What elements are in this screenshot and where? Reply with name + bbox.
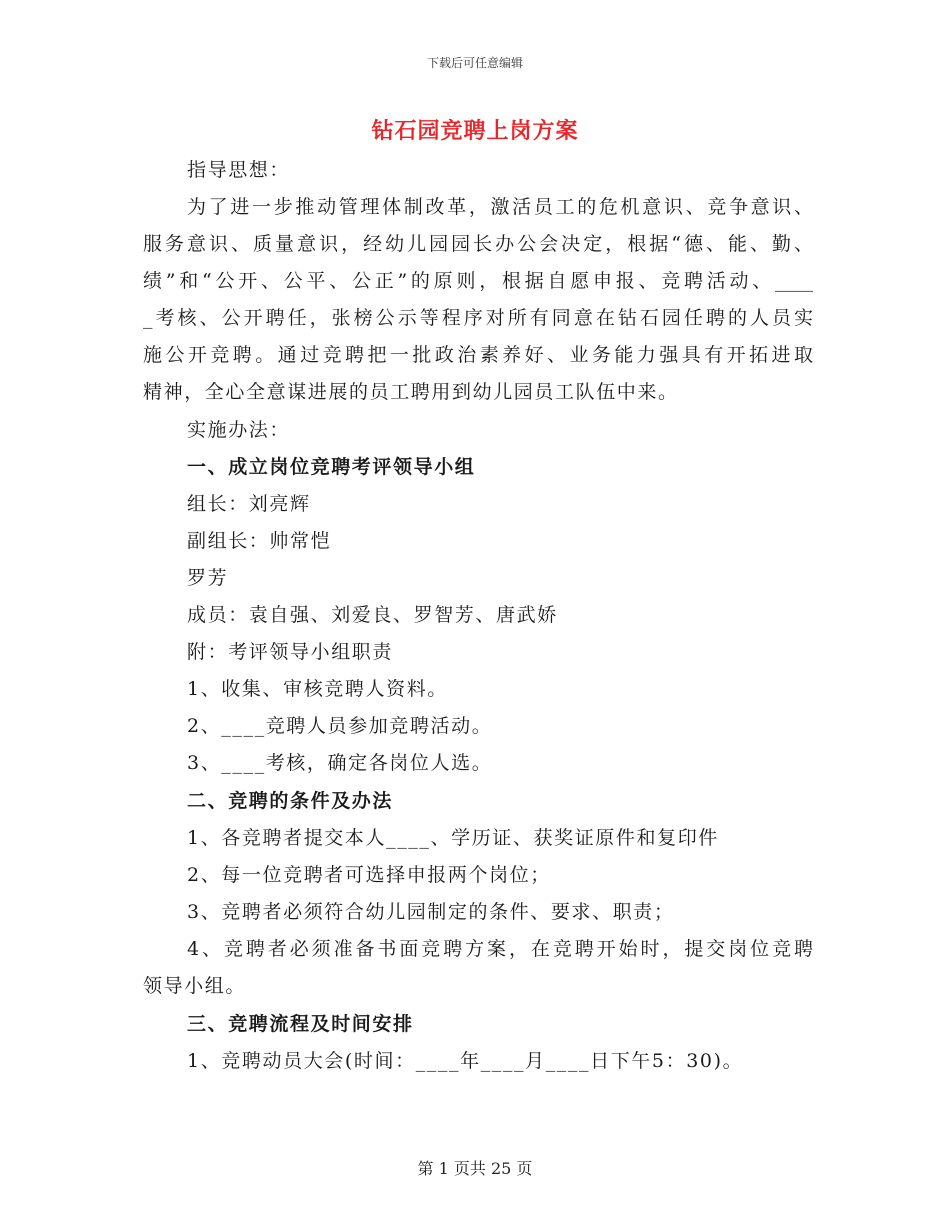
duty-label: 附：考评领导小组职责 bbox=[187, 641, 394, 663]
duty-item: 3、____考核，确定各岗位人选。 bbox=[187, 752, 493, 774]
guide-paragraph-line: 施公开竞聘。通过竞聘把一批政治素养好、业务能力强具有开拓进取 bbox=[143, 344, 813, 366]
duty-item: 2、____竞聘人员参加竞聘活动。 bbox=[187, 715, 493, 737]
condition-item-continued: 领导小组。 bbox=[143, 975, 247, 997]
condition-item: 4、竞聘者必须准备书面竞聘方案，在竞聘开始时，提交岗位竞聘 bbox=[187, 938, 813, 960]
condition-item: 3、竞聘者必须符合幼儿园制定的条件、要求、职责； bbox=[187, 901, 675, 923]
section2-heading: 二、竞聘的条件及办法 bbox=[187, 790, 394, 812]
condition-item: 2、每一位竞聘者可选择申报两个岗位； bbox=[187, 864, 551, 886]
vice-leader-line-2: 罗芳 bbox=[187, 567, 229, 589]
document-title: 钻石园竞聘上岗方案 bbox=[371, 118, 579, 144]
vice-leader-line: 副组长：帅常恺 bbox=[187, 530, 332, 552]
guide-paragraph-line: 绩”和“公开、公平、公正”的原则，根据自愿申报、竞聘活动、____ bbox=[143, 270, 813, 292]
section1-heading: 一、成立岗位竞聘考评领导小组 bbox=[187, 456, 476, 478]
condition-item: 1、各竞聘者提交本人____、学历证、获奖证原件和复印件 bbox=[187, 827, 719, 849]
guide-label: 指导思想： bbox=[187, 159, 291, 181]
method-label: 实施办法： bbox=[187, 419, 291, 441]
header-note: 下载后可任意编辑 bbox=[426, 56, 523, 70]
section3-heading: 三、竞聘流程及时间安排 bbox=[187, 1013, 414, 1035]
guide-paragraph-line: 服务意识、质量意识，经幼儿园园长办公会决定，根据“德、能、勤、 bbox=[143, 233, 813, 255]
guide-paragraph-line: _考核、公开聘任，张榜公示等程序对所有同意在钻石园任聘的人员实 bbox=[143, 307, 813, 329]
members-line: 成员：袁自强、刘爱良、罗智芳、唐武娇 bbox=[187, 604, 558, 626]
page-footer: 第 1 页共 25 页 bbox=[417, 1159, 533, 1178]
guide-paragraph-line: 为了进一步推动管理体制改革，激活员工的危机意识、竞争意识、 bbox=[187, 196, 813, 218]
guide-paragraph-line: 精神，全心全意谋进展的员工聘用到幼儿园员工队伍中来。 bbox=[143, 381, 679, 403]
flow-item: 1、竞聘动员大会(时间：____年____月____日下午5：30)。 bbox=[187, 1050, 744, 1072]
leader-line: 组长：刘亮辉 bbox=[187, 493, 311, 515]
duty-item: 1、收集、审核竞聘人资料。 bbox=[187, 678, 448, 700]
